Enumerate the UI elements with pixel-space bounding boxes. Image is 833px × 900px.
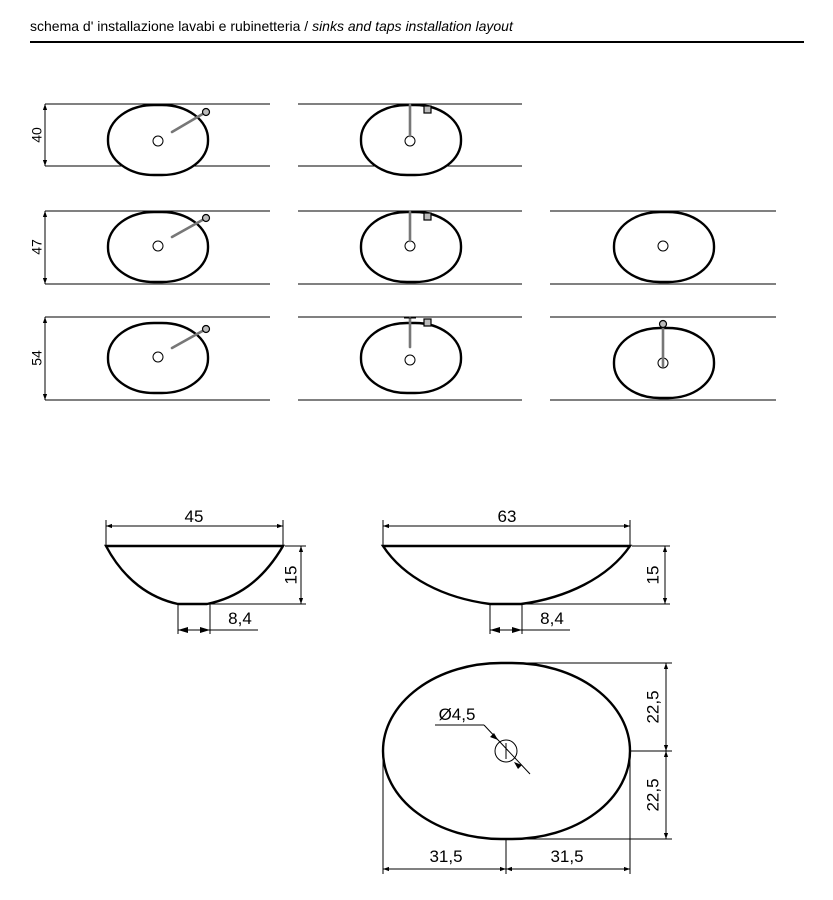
dimension-arrow — [512, 627, 522, 633]
drain-diameter-label: Ø4,5 — [438, 705, 476, 724]
rear-tap-handle — [424, 319, 431, 326]
rear-tap-handle — [424, 213, 431, 220]
height-label: 15 — [281, 565, 301, 585]
basin-plan-wall-tap — [108, 212, 210, 282]
width-label: 45 — [184, 507, 204, 526]
plan-row-47 — [29, 211, 776, 284]
drain-hole — [153, 136, 163, 146]
title-english: sinks and taps installation layout — [312, 18, 513, 34]
drain-hole — [153, 352, 163, 362]
deck-tap-handle — [660, 321, 667, 328]
base-label: 8,4 — [228, 609, 252, 628]
basin-plan-rear-tap — [298, 104, 522, 175]
half-width-right-label: 31,5 — [550, 847, 584, 866]
half-depth-bottom-label: 22,5 — [643, 778, 663, 812]
top-view — [383, 663, 672, 874]
drain-hole — [405, 355, 415, 365]
basin-profile — [383, 546, 630, 604]
half-width-left-label: 31,5 — [429, 847, 463, 866]
dimension-arrow — [200, 627, 210, 633]
wall-tap-handle — [203, 109, 210, 116]
title-separator: / — [300, 18, 313, 34]
width-label: 63 — [497, 507, 517, 526]
drain-hole — [658, 241, 668, 251]
drain-hole — [405, 136, 415, 146]
drain-hole — [405, 241, 415, 251]
depth-label: 54 — [28, 350, 45, 366]
wall-tap-handle — [203, 326, 210, 333]
drain-hole — [153, 241, 163, 251]
side-view-45 — [106, 507, 306, 634]
dimension-arrow — [178, 627, 188, 633]
half-depth-top-label: 22,5 — [643, 690, 663, 724]
basin-plan-deck-tap — [550, 317, 776, 400]
dimension-arrow — [490, 627, 500, 633]
basin-plan-rear-tap — [298, 317, 522, 400]
depth-label: 40 — [28, 127, 45, 143]
basin-plan-no-tap — [550, 211, 776, 284]
plan-row-54 — [29, 317, 776, 400]
basin-profile — [106, 546, 283, 604]
height-label: 15 — [643, 565, 663, 585]
basin-plan-wall-tap — [108, 105, 210, 175]
plan-row-40 — [29, 104, 522, 175]
basin-plan-rear-tap — [298, 211, 522, 284]
depth-label: 47 — [28, 239, 45, 255]
base-label: 8,4 — [540, 609, 564, 628]
side-view-63 — [383, 507, 670, 634]
rear-tap-handle — [424, 106, 431, 113]
basin-plan-wall-tap — [108, 323, 210, 393]
title-italian: schema d' installazione lavabi e rubinetteria — [30, 18, 301, 34]
wall-tap-handle — [203, 215, 210, 222]
